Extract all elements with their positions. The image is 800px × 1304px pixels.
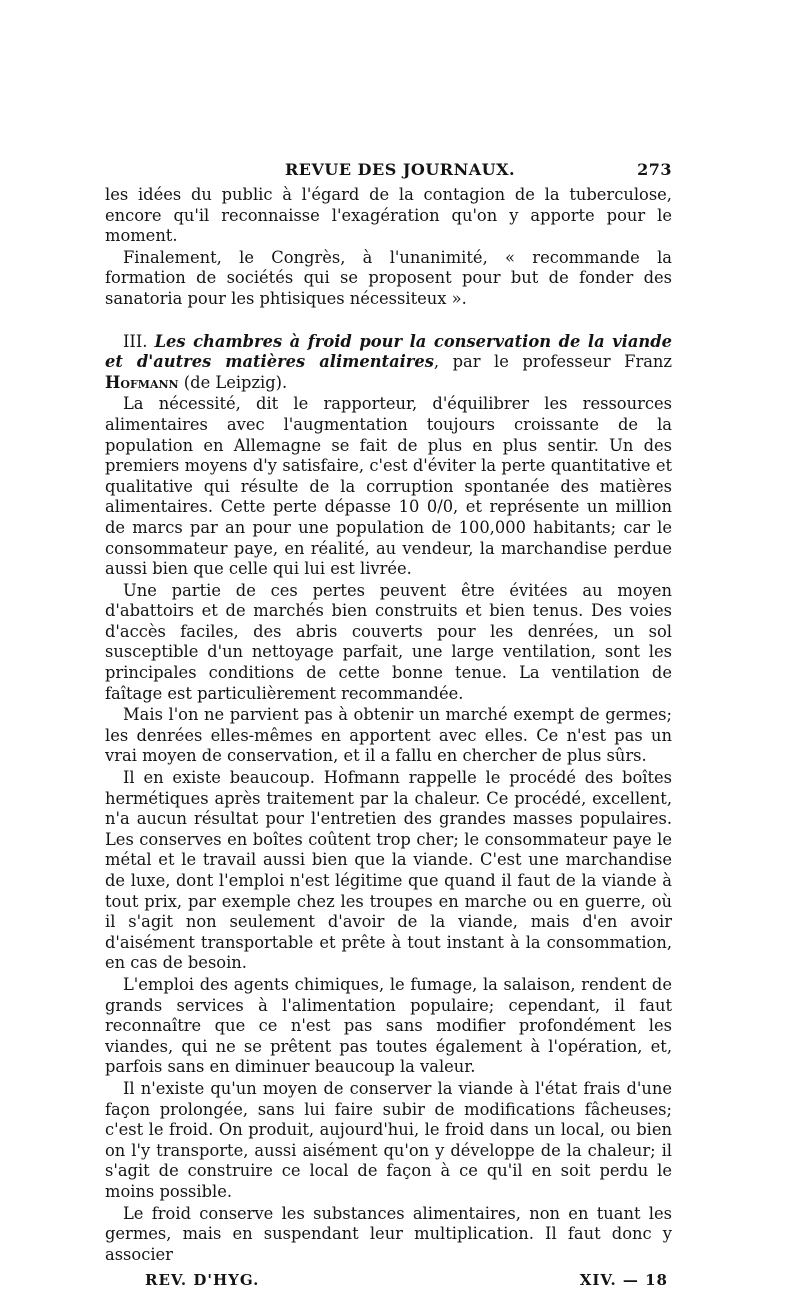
paragraph: La nécessité, dit le rapporteur, d'équilibrer les ressources alimentaires avec l'augmentation toujours croissante de la population en Allemagne se fait de plus en plus sentir. Un des premiers moyens d'y satisfaire, c'est d'éviter la perte quantitative et qualitative qui résulte de la corruption spontanée des matières alimentaires. Cette perte dépasse 10 0/0, et représente un million de marcs par an pour une population de 100,000 habitants; car le consommateur paye, en réalité, au vendeur, la marchandise perdue aussi bien que celle qui lui est livrée. [105, 394, 672, 579]
paragraph: Mais l'on ne parvient pas à obtenir un marché exempt de germes; les denrées elles-mêmes en apportent avec elles. Ce n'est pas un vrai moyen de conservation, et il a fallu en chercher de plus sûrs. [105, 705, 672, 766]
running-header [105, 160, 672, 179]
footer-journal: REV. D'HYG. [145, 1271, 260, 1290]
section-title: Les chambres à froid pour la conservation de la viande et d'autres matières alimentaires [105, 331, 672, 372]
paragraph-continued: les idées du public à l'égard de la contagion de la tuberculose, encore qu'il reconnaisse l'exagération qu'on y apporte pour le moment. [105, 185, 672, 246]
page-number: 273 [637, 160, 672, 179]
section-place: (de Leipzig). [183, 372, 288, 392]
footer-volume-signature: XIV. — 18 [579, 1271, 668, 1290]
paragraph: L'emploi des agents chimiques, le fumage, la salaison, rendent de grands services à l'alimentation populaire; cependant, il faut reconnaître que ce n'est pas sans modifier profondément les viandes, qui ne se prêtent pas toutes également à l'opération, et, parfois sans en diminuer beaucoup la valeur. [105, 974, 672, 1077]
paragraph: Il en existe beaucoup. Hofmann rappelle le procédé des boîtes hermétiques après traitement par la chaleur. Ce procédé, excellent, n'a aucun résultat pour l'entretien des grandes masses populaires. Les conserves en boîtes coûtent trop cher; le consommateur paye le métal et le travail aussi bien que la viande. C'est une marchandise de luxe, dont l'emploi n'est légitime que quand il faut de la viande à tout prix, par exemple chez les troupes en marche ou en guerre, où il s'agit non seulement d'avoir de la viande, mais d'en avoir d'aisément transportable et prête à tout instant à la consommation, en cas de besoin. [105, 768, 672, 973]
section-author: Hofmann [105, 372, 179, 392]
article-body [105, 185, 672, 1265]
paragraph: Le froid conserve les substances alimentaires, non en tuant les germes, mais en suspendant leur multiplication. Il faut donc y associer [105, 1203, 672, 1264]
section-number: III. [123, 331, 148, 351]
page-footer [105, 1271, 672, 1289]
paragraph: Une partie de ces pertes peuvent être évitées au moyen d'abattoirs et de marchés bien construits et bien tenus. Des voies d'accès faciles, des abris couverts pour les denrées, un sol susceptible d'un nettoyage parfait, une large ventilation, sont les principales conditions de cette bonne tenue. La ventilation de faîtage est particulièrement recommandée. [105, 580, 672, 703]
running-title: REVUE DES JOURNAUX. [285, 160, 516, 179]
section-heading [105, 332, 672, 394]
paragraph: Il n'existe qu'un moyen de conserver la viande à l'état frais d'une façon prolongée, sans lui faire subir de modifications fâcheuses; c'est le froid. On produit, aujourd'hui, le froid dans un local, ou bien on l'y transporte, aussi aisément qu'on y développe de la chaleur; il s'agit de construire ce local de façon à ce qu'il en soit perdu le moins possible. [105, 1078, 672, 1201]
section-byline: , par le professeur Franz [433, 352, 673, 372]
paragraph: Finalement, le Congrès, à l'unanimité, « recommande la formation de sociétés qui se proposent pour but de fonder des sanatoria pour les phtisiques nécessiteux ». [105, 247, 672, 308]
